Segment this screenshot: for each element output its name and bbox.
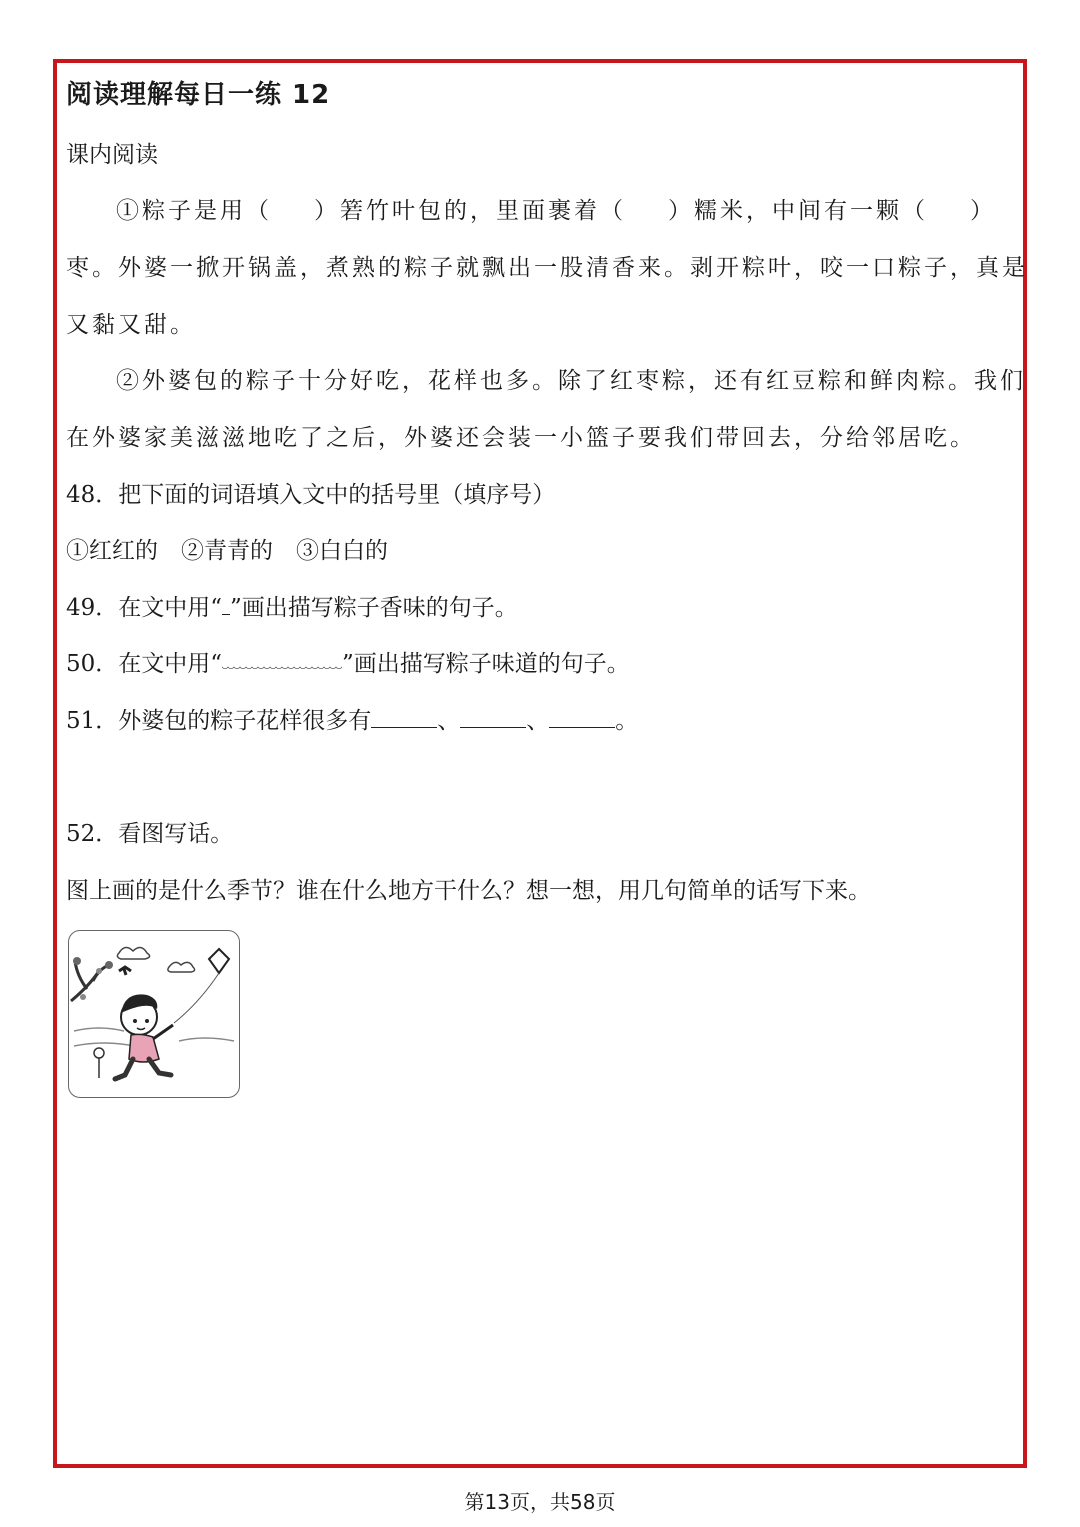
answer-blank-2[interactable]	[460, 709, 526, 728]
separator: 、	[437, 708, 461, 734]
page-number-footer: 第13页，共58页	[464, 1490, 616, 1514]
passage-text: ）	[970, 198, 996, 224]
question-51	[66, 702, 638, 735]
separator: 。	[615, 708, 639, 734]
section-heading: 课内阅读	[66, 142, 158, 168]
straight-underline-sample	[222, 598, 230, 615]
question-48: 48．把下面的词语填入文中的括号里（填序号）	[66, 482, 556, 508]
answer-blank-3[interactable]	[549, 709, 615, 728]
question-text: ”画出描写粽子香味的句子。	[230, 595, 518, 621]
answer-blank-1[interactable]	[371, 709, 437, 728]
question-52: 52．看图写话。	[66, 821, 234, 847]
boy-flying-kite-illustration	[68, 930, 240, 1098]
passage-p1-line1	[116, 192, 996, 225]
wavy-underline-sample	[222, 657, 342, 671]
passage-p2-line2: 在外婆家美滋滋地吃了之后，外婆还会装一小篮子要我们带回去，分给邻居吃。	[66, 425, 976, 451]
page-title: 阅读理解每日一练 12	[66, 80, 331, 110]
question-48-options: ①红红的 ②青青的 ③白白的	[66, 538, 388, 564]
passage-p1-line3: 又黏又甜。	[66, 312, 196, 338]
passage-text: ①粽子是用（	[116, 198, 272, 224]
question-text: ”画出描写粽子味道的句子。	[342, 651, 630, 677]
passage-p2-line1: ②外婆包的粽子十分好吃，花样也多。除了红枣粽，还有红豆粽和鲜肉粽。我们	[116, 368, 1026, 394]
question-text: 49．在文中用“	[66, 595, 223, 621]
separator: 、	[526, 708, 550, 734]
question-text: 50．在文中用“	[66, 651, 223, 677]
passage-text: ）糯米，中间有一颗（	[668, 198, 928, 224]
question-50	[66, 645, 630, 678]
question-52-prompt: 图上画的是什么季节？谁在什么地方干什么？想一想，用几句简单的话写下来。	[66, 878, 871, 904]
kite-scene-icon	[69, 931, 239, 1097]
passage-text: ）箬竹叶包的，里面裹着（	[314, 198, 626, 224]
passage-p1-line2: 枣。外婆一掀开锅盖，煮熟的粽子就飘出一股清香来。剥开粽叶，咬一口粽子，真是	[66, 255, 1028, 281]
question-49	[66, 589, 518, 622]
question-text: 51．外婆包的粽子花样很多有	[66, 708, 372, 734]
